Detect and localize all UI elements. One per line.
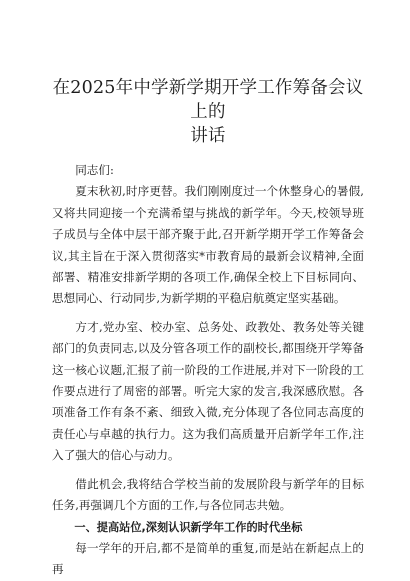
paragraph-3: 借此机会,我将结合学校当前的发展阶段与新学年的目标任务,再强调几个方面的工作,与各位同志共勉。 [52, 476, 364, 513]
paragraph-2: 方才,党办室、校办室、总务处、政教处、教务处等关键部门的负责同志,以及分管各项工作的副校长,都围绕开学筹备这一核心议题,汇报了前一阶段的工作进展,并对下一阶段的工作要点进行了周密的部署。听完大家的发言,我深感欣慰。各项准备工作有条不紊、细致入微,充分体现了各位同志高度的责任心与卓越的执行力。这为我们高质量开启新学年工作,注入了强大的信心与动力。 [52, 319, 364, 463]
title-line-2: 讲话 [190, 126, 226, 146]
salutation: 同志们: [75, 163, 114, 177]
title-line-1: 在2025年中学新学期开学工作筹备会议上的 [52, 78, 364, 122]
document-title [52, 76, 364, 148]
paragraph-1: 夏末秋初,时序更替。我们刚刚度过一个休整身心的暑假,又将共同迎接一个充满希望与挑战的新学年。今天,校领导班子成员与全体中层干部齐聚于此,召开新学期开学工作筹备会议,其主旨在于深入贯彻落实*市教育局的最新会议精神,全面部署、精准安排新学期的各项工作,确保全校上下目标同向、思想同心、行动同步,为新学期的平稳启航奠定坚实基础。 [52, 184, 364, 306]
document-body [52, 160, 364, 581]
section-heading-1: 一、提高站位,深刻认识新学年工作的时代坐标 [74, 520, 303, 534]
paragraph-4: 每一学年的开启,都不是简单的重复,而是站在新起点上的再 [52, 540, 364, 577]
